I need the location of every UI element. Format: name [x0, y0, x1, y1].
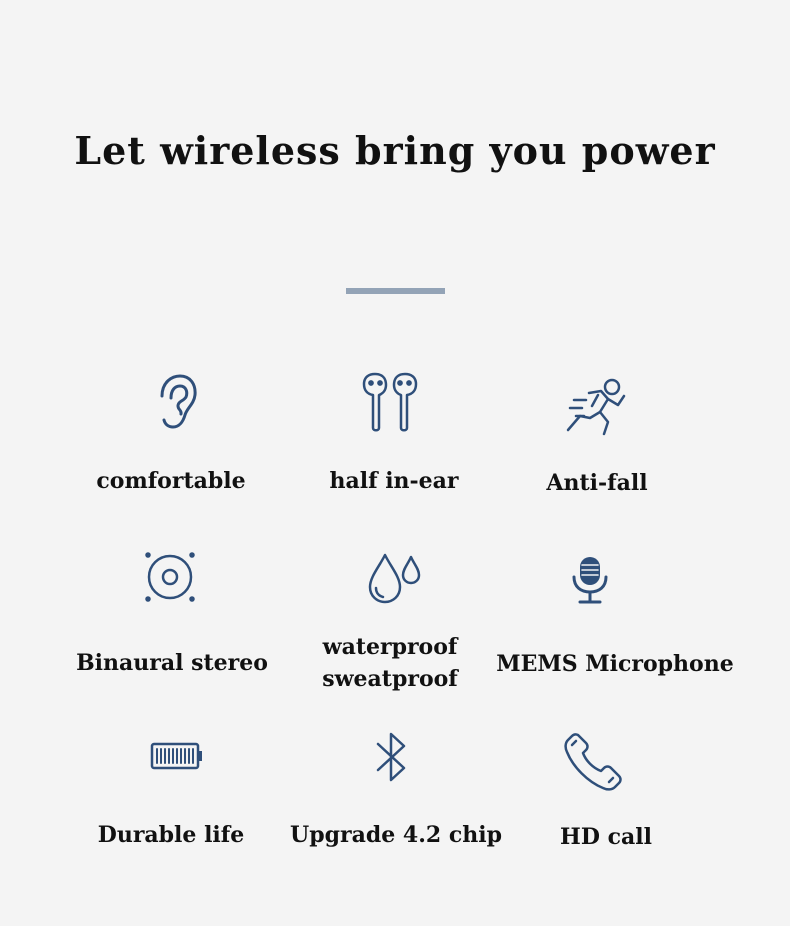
feature-label-half-in-ear: half in-ear — [329, 468, 459, 494]
microphone-icon — [555, 545, 625, 615]
feature-label-hd-call: HD call — [560, 824, 652, 850]
running-person-icon — [560, 372, 630, 442]
phone-icon — [560, 725, 630, 795]
water-drops-icon — [360, 545, 430, 615]
page-title: Let wireless bring you power — [74, 128, 716, 173]
feature-label-comfortable: comfortable — [96, 468, 246, 494]
feature-label-durable-life: Durable life — [97, 822, 245, 848]
feature-label-anti-fall: Anti-fall — [546, 470, 648, 496]
title-divider — [346, 288, 445, 294]
feature-label-sweatproof: sweatproof — [322, 666, 458, 692]
bluetooth-icon — [356, 722, 426, 792]
feature-label-waterproof: waterproof — [322, 634, 458, 660]
speaker-icon — [135, 542, 205, 612]
ear-icon — [140, 368, 210, 438]
feature-label-binaural-stereo: Binaural stereo — [76, 650, 268, 676]
feature-label-upgrade-chip: Upgrade 4.2 chip — [290, 822, 502, 848]
battery-icon — [140, 720, 210, 790]
earbuds-icon — [355, 368, 425, 438]
feature-label-mems-microphone: MEMS Microphone — [496, 651, 734, 677]
